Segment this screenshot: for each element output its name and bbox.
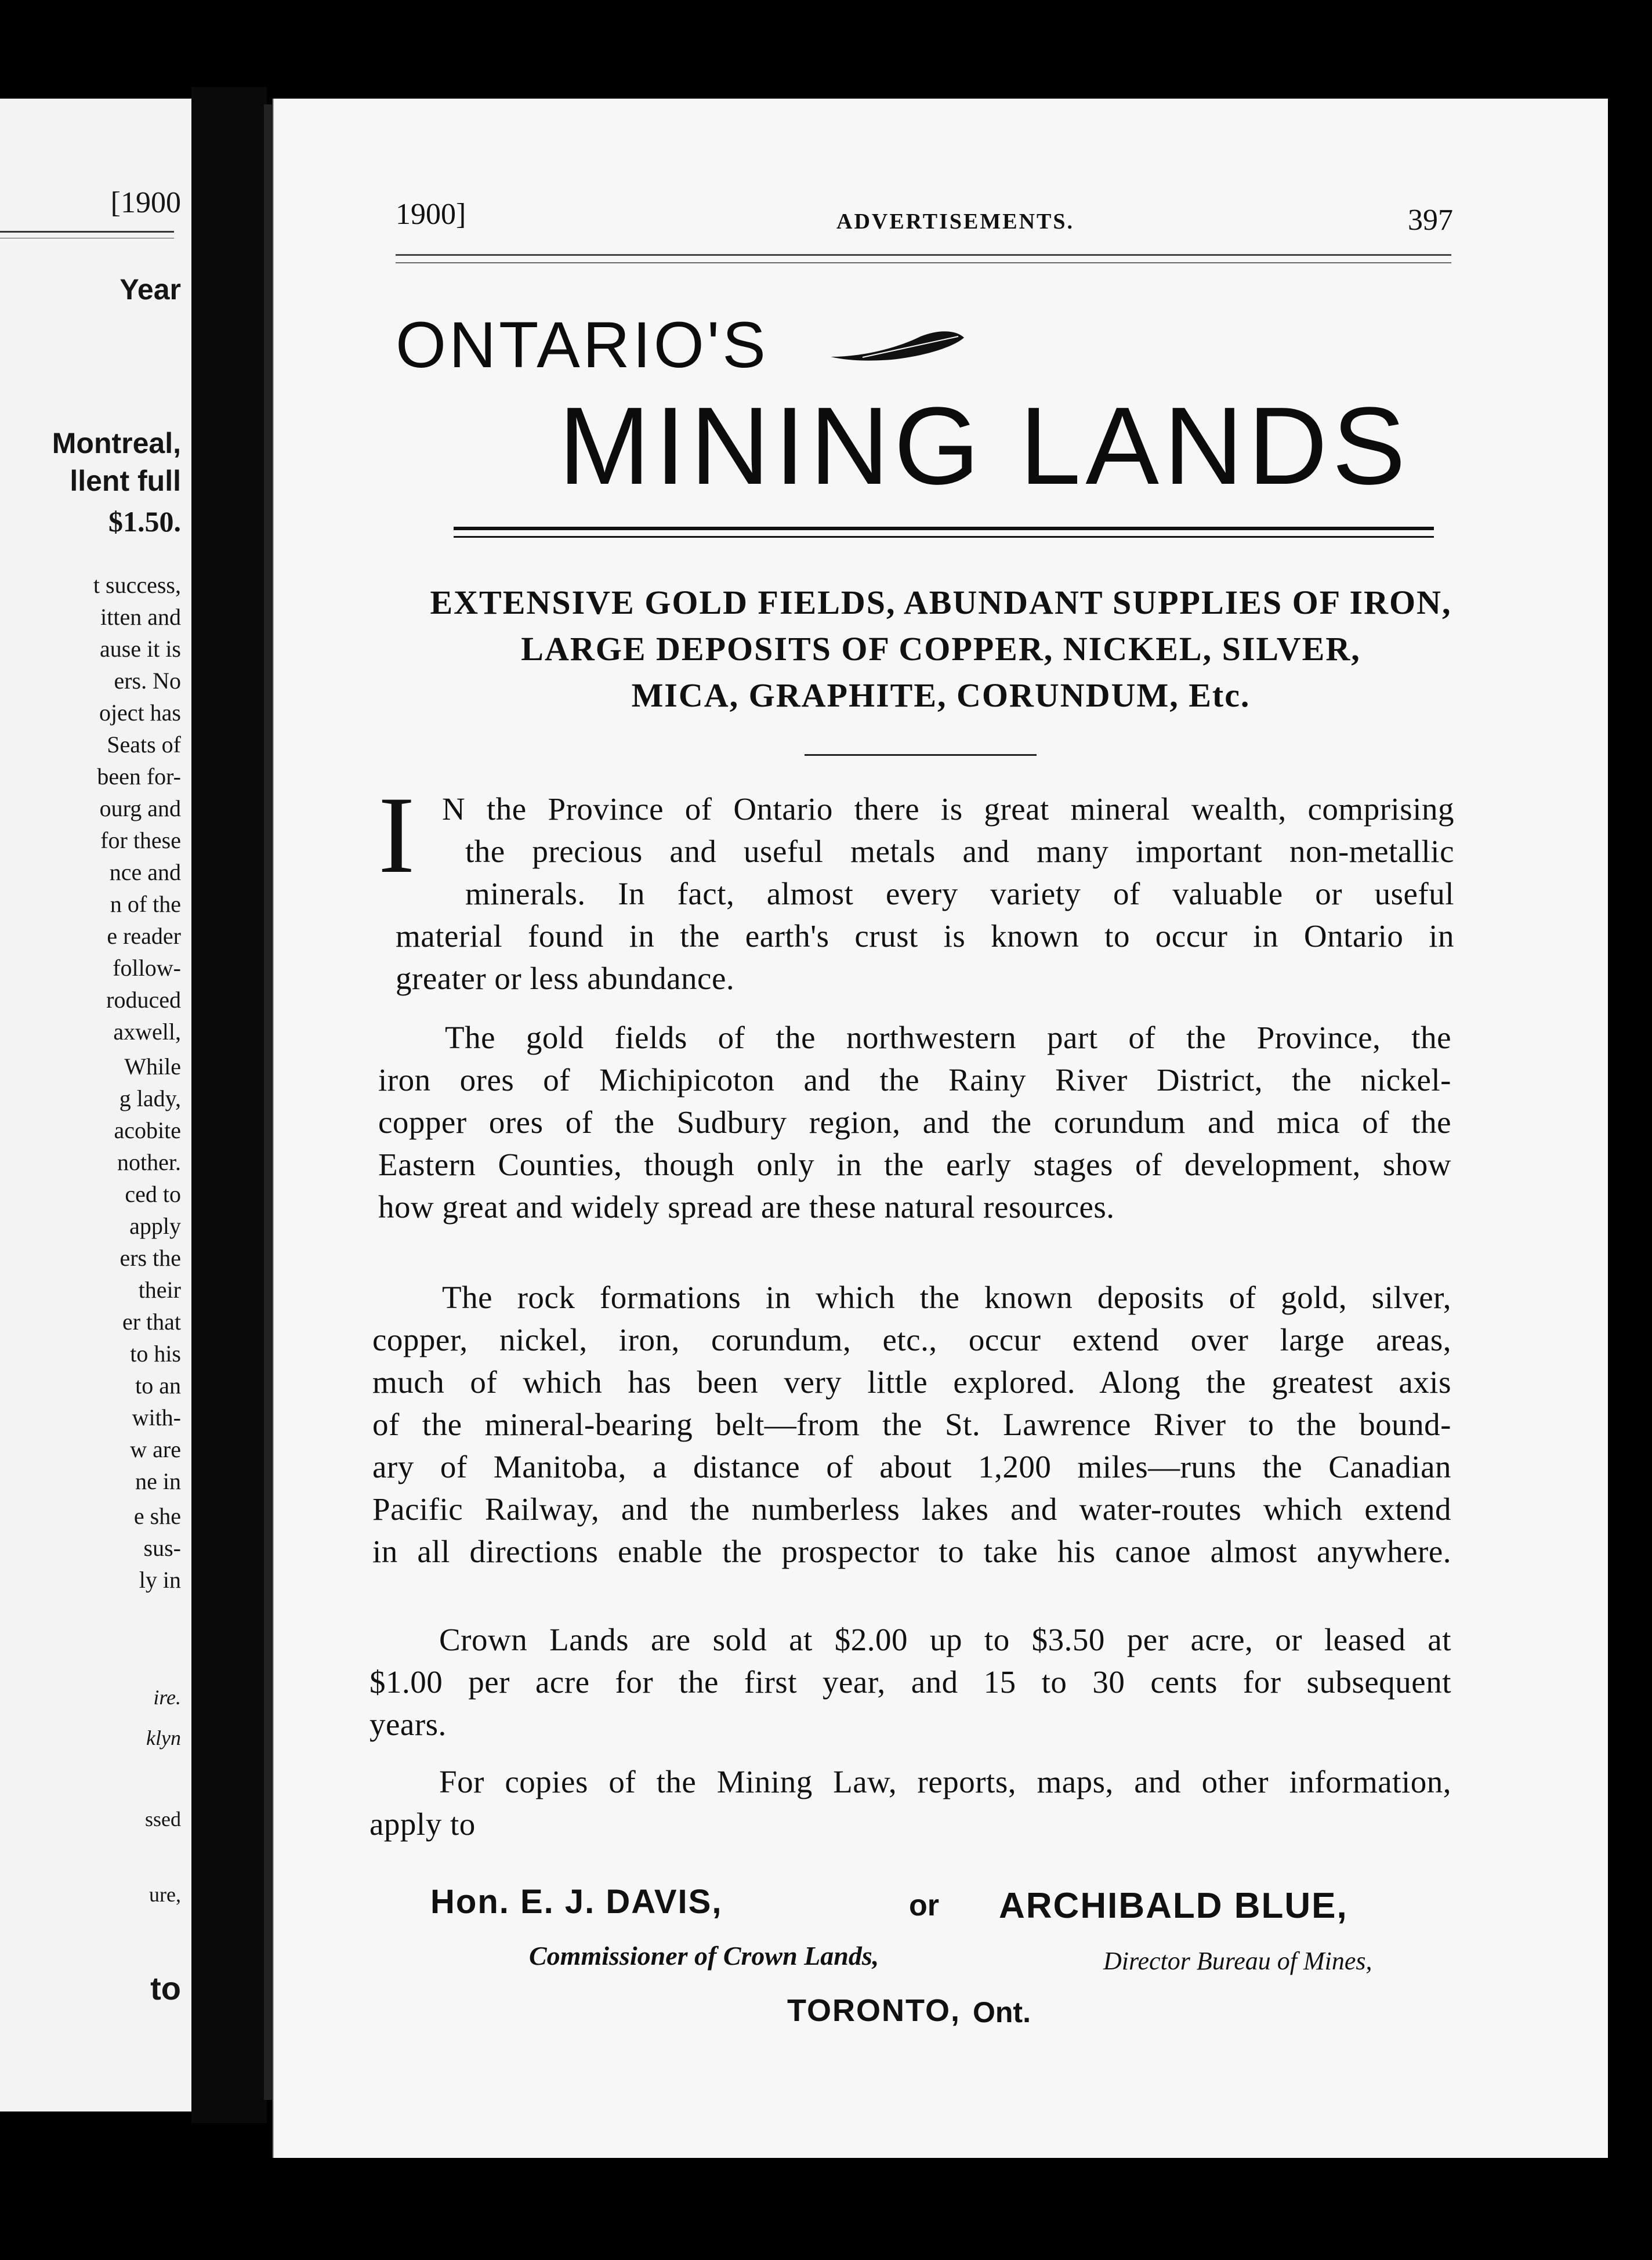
city-suffix: Ont. — [973, 1996, 1031, 2029]
left-page-line: oject has — [99, 700, 181, 726]
left-page-line: apply — [129, 1213, 181, 1239]
paragraph-1-line: material found in the earth's crust is known to occur in Ontario in — [396, 918, 1454, 954]
paragraph-2-line: how great and widely spread are these natural resources. — [378, 1189, 1115, 1225]
left-page-line: w are — [130, 1436, 181, 1462]
left-page-line: with- — [132, 1404, 181, 1430]
left-page-line: klyn — [146, 1726, 181, 1750]
city-label: TORONTO, — [787, 1993, 961, 2028]
paragraph-3-line: The rock formations in which the known deposits of gold, silver, — [442, 1280, 1451, 1315]
left-page-line: t success, — [93, 572, 181, 598]
paragraph-2-line: The gold fields of the northwestern part of the Province, the — [445, 1020, 1451, 1055]
quill-ornament-icon — [828, 325, 967, 365]
paragraph-1-line: the precious and useful metals and many important non-metallic — [465, 834, 1454, 869]
paragraph-3 — [372, 1276, 1451, 1573]
paragraph-1-line: greater or less abundance. — [396, 961, 735, 996]
left-page-line: their — [138, 1277, 181, 1303]
left-page-line: roduced — [106, 987, 181, 1013]
paragraph-5-line: For copies of the Mining Law, reports, maps, and other information, — [439, 1764, 1451, 1799]
contact-or: or — [909, 1889, 939, 1922]
left-page-line: $1.50. — [108, 505, 181, 538]
left-running-head: [1900 — [110, 186, 181, 219]
running-head-section: ADVERTISEMENTS. — [836, 209, 1075, 234]
left-page-line: ne in — [135, 1468, 181, 1494]
paragraph-4-line: Crown Lands are sold at $2.00 up to $3.50 per acre, or leased at — [439, 1622, 1451, 1657]
left-page-line: ly in — [139, 1567, 181, 1593]
running-head-year: 1900] — [396, 198, 466, 231]
paragraph-3-line: copper, nickel, iron, corundum, etc., occur extend over large areas, — [372, 1322, 1451, 1357]
header-rule-thin — [396, 262, 1451, 263]
paragraph-2 — [378, 1016, 1451, 1228]
contact-right-title: Director Bureau of Mines, — [1103, 1947, 1372, 1975]
paragraph-2-line: iron ores of Michipicoton and the Rainy River District, the nickel- — [378, 1062, 1451, 1098]
left-facing-page — [0, 99, 193, 2111]
left-page-line: ire. — [153, 1686, 181, 1709]
contact-right-name: ARCHIBALD BLUE, — [999, 1886, 1348, 1926]
paragraph-4-line: $1.00 per acre for the first year, and 15 to 30 cents for subsequent — [369, 1664, 1451, 1700]
left-page-line: to his — [130, 1341, 181, 1367]
left-page-line: e she — [133, 1503, 181, 1529]
left-page-line: Year — [119, 273, 181, 306]
left-page-line: for these — [100, 827, 181, 853]
paragraph-3-line: of the mineral-bearing belt—from the St. Lawrence River to the bound- — [372, 1407, 1451, 1442]
left-page-line: ced to — [125, 1181, 181, 1207]
left-page-line: itten and — [100, 604, 181, 630]
paragraph-1-line: N the Province of Ontario there is great mineral wealth, comprising — [442, 791, 1454, 827]
contact-left-name: Hon. E. J. DAVIS, — [430, 1883, 723, 1921]
left-page-line: llent full — [70, 465, 181, 497]
paragraph-2-line: copper ores of the Sudbury region, and the corundum and mica of the — [378, 1104, 1451, 1140]
left-page-line: ure, — [149, 1883, 181, 1906]
section-divider — [805, 754, 1037, 756]
paragraph-3-line: in all directions enable the prospector to take his canoe almost anywhere. — [372, 1534, 1451, 1569]
left-page-line: ers the — [119, 1245, 181, 1271]
paragraph-3-line: much of which has been very little explored. Along the greatest axis — [372, 1364, 1451, 1400]
paragraph-2-line: Eastern Counties, though only in the early stages of development, show — [378, 1147, 1451, 1182]
paragraph-4-line: years. — [369, 1707, 447, 1742]
book-gutter — [191, 87, 267, 2123]
paragraph-4 — [369, 1618, 1451, 1745]
left-page-line: e reader — [107, 923, 181, 949]
left-header-rule — [0, 231, 174, 233]
left-page-line: follow- — [113, 955, 181, 981]
page-number: 397 — [1408, 204, 1453, 237]
left-page-line: been for- — [97, 763, 181, 789]
left-page-line: Seats of — [107, 731, 181, 758]
subheading-line-3: MICA, GRAPHITE, CORUNDUM, Etc. — [631, 676, 1251, 714]
left-page-line: er that — [122, 1309, 181, 1335]
gutter-fold-line — [264, 104, 272, 2100]
left-page-line: n of the — [110, 891, 181, 917]
paragraph-3-line: Pacific Railway, and the numberless lakes and water-routes which extend — [372, 1491, 1451, 1527]
contact-left-title: Commissioner of Crown Lands, — [529, 1941, 879, 1971]
paragraph-5-line: apply to — [369, 1806, 476, 1842]
left-page-line: axwell, — [113, 1019, 181, 1045]
left-page-line: ers. No — [114, 668, 181, 694]
left-page-line: While — [124, 1053, 181, 1080]
left-page-line: g lady, — [119, 1085, 181, 1111]
drop-cap: I — [378, 774, 415, 896]
left-page-line: acobite — [114, 1117, 181, 1143]
left-page-line: to — [150, 1970, 181, 2007]
title-underline-thick — [454, 527, 1434, 530]
left-page-line: ssed — [145, 1808, 181, 1831]
left-page-line: ourg and — [99, 795, 181, 821]
title-underline-thin — [454, 536, 1434, 538]
paragraph-3-line: ary of Manitoba, a distance of about 1,200 miles—runs the Canadian — [372, 1449, 1451, 1484]
left-page-line: nce and — [109, 859, 181, 885]
header-rule — [396, 254, 1451, 256]
left-page-line: ause it is — [100, 636, 181, 662]
left-page-line: to an — [135, 1372, 181, 1399]
left-page-line: nother. — [117, 1149, 181, 1175]
ad-kicker: ONTARIO'S — [396, 309, 769, 381]
subheading-line-1: EXTENSIVE GOLD FIELDS, ABUNDANT SUPPLIES OF IRON, — [430, 584, 1452, 621]
left-page-line: sus- — [143, 1535, 181, 1561]
ad-title: MINING LANDS — [558, 385, 1411, 508]
left-page-line: Montreal, — [52, 427, 181, 459]
paragraph-1 — [396, 788, 1454, 999]
paragraph-1-line: minerals. In fact, almost every variety of valuable or useful — [465, 876, 1454, 911]
advertisement-page — [273, 99, 1608, 2158]
paragraph-5 — [369, 1761, 1451, 1845]
subheading-line-2: LARGE DEPOSITS OF COPPER, NICKEL, SILVER, — [521, 630, 1361, 668]
